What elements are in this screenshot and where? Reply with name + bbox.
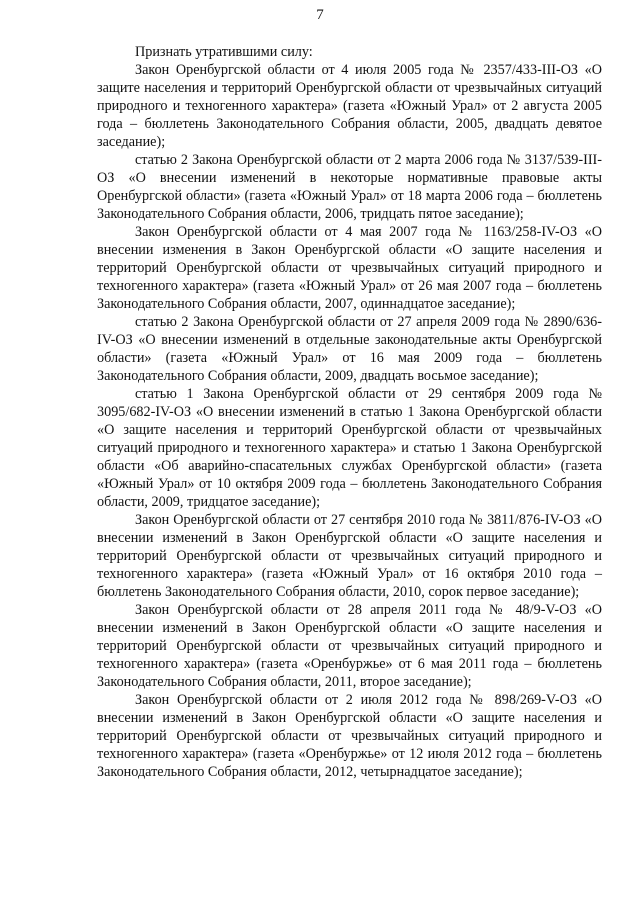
repealed-act-item: статью 2 Закона Оренбургской области от 27 апреля 2009 года № 2890/636-IV-ОЗ «О внесении изменений в отдельные законодательные акты Оренбургской области» (газета «Южный Урал» от 16 мая 2009 года – бюллетень Законодательного Собрания области, 2009, двадцать восьмое заседание); bbox=[97, 314, 602, 384]
repealed-act-item: Закон Оренбургской области от 27 сентября 2010 года № 3811/876-IV-ОЗ «О внесении изменений в Закон Оренбургской области «О защите населения и территорий Оренбургской области от чрезвычайных ситуаций природного и техногенного характера» (газета «Южный Урал» от 16 октября 2010 года – бюллетень Законодательного Собрания области, 2010, сорок первое заседание); bbox=[97, 512, 602, 600]
repealed-act-item: Закон Оренбургской области от 2 июля 2012 года № 898/269-V-ОЗ «О внесении изменений в Закон Оренбургской области «О защите населения и территорий Оренбургской области от чрезвычайных ситуаций природного и техногенного характера» (газета «Оренбуржье» от 12 июля 2012 года – бюллетень Законодательного Собрания области, 2012, четырнадцатое заседание); bbox=[97, 692, 602, 780]
repealed-act-item: статью 2 Закона Оренбургской области от 2 марта 2006 года № 3137/539-III-ОЗ «О внесении изменений в некоторые нормативные правовые акты Оренбургской области» (газета «Южный Урал» от 18 марта 2006 года – бюллетень Законодательного Собрания области, 2006, тридцать пятое заседание); bbox=[97, 151, 602, 222]
repealed-act-item: Закон Оренбургской области от 4 мая 2007 года № 1163/258-IV-ОЗ «О внесении изменения в Закон Оренбургской области «О защите населения и территорий Оренбургской области от чрезвычайных ситуаций природного и техногенного характера» (газета «Южный Урал» от 26 мая 2007 года – бюллетень Законодательного Собрания области, 2007, одиннадцатое заседание); bbox=[97, 224, 602, 312]
section-heading: Признать утратившими силу: bbox=[135, 44, 313, 60]
repealed-act-item: Закон Оренбургской области от 4 июля 2005 года № 2357/433-III-ОЗ «О защите населения и территорий Оренбургской области от чрезвычайных ситуаций природного и техногенного характера» (газета «Южный Урал» от 2 августа 2005 года – бюллетень Законодательного Собрания области, 2005, двадцать девятое заседание); bbox=[97, 61, 602, 150]
document-body bbox=[97, 44, 602, 782]
page-number: 7 bbox=[316, 7, 324, 23]
repealed-act-item: статью 1 Закона Оренбургской области от 29 сентября 2009 года № 3095/682-IV-ОЗ «О внесении изменений в статью 1 Закона Оренбургской области «О защите населения и территорий Оренбургской области от чрезвычайных ситуаций природного и техногенного характера» и статью 1 Закона Оренбургской области «Об аварийно-спасательных службах Оренбургской области» (газета «Южный Урал» от 10 октября 2009 года – бюллетень Законодательного Собрания области, 2009, тридцатое заседание); bbox=[97, 386, 602, 510]
repealed-act-item: Закон Оренбургской области от 28 апреля 2011 года № 48/9-V-ОЗ «О внесении изменений в Закон Оренбургской области «О защите населения и территорий Оренбургской области от чрезвычайных ситуаций природного и техногенного характера» (газета «Оренбуржье» от 6 мая 2011 года – бюллетень Законодательного Собрания области, 2011, второе заседание); bbox=[97, 602, 602, 690]
